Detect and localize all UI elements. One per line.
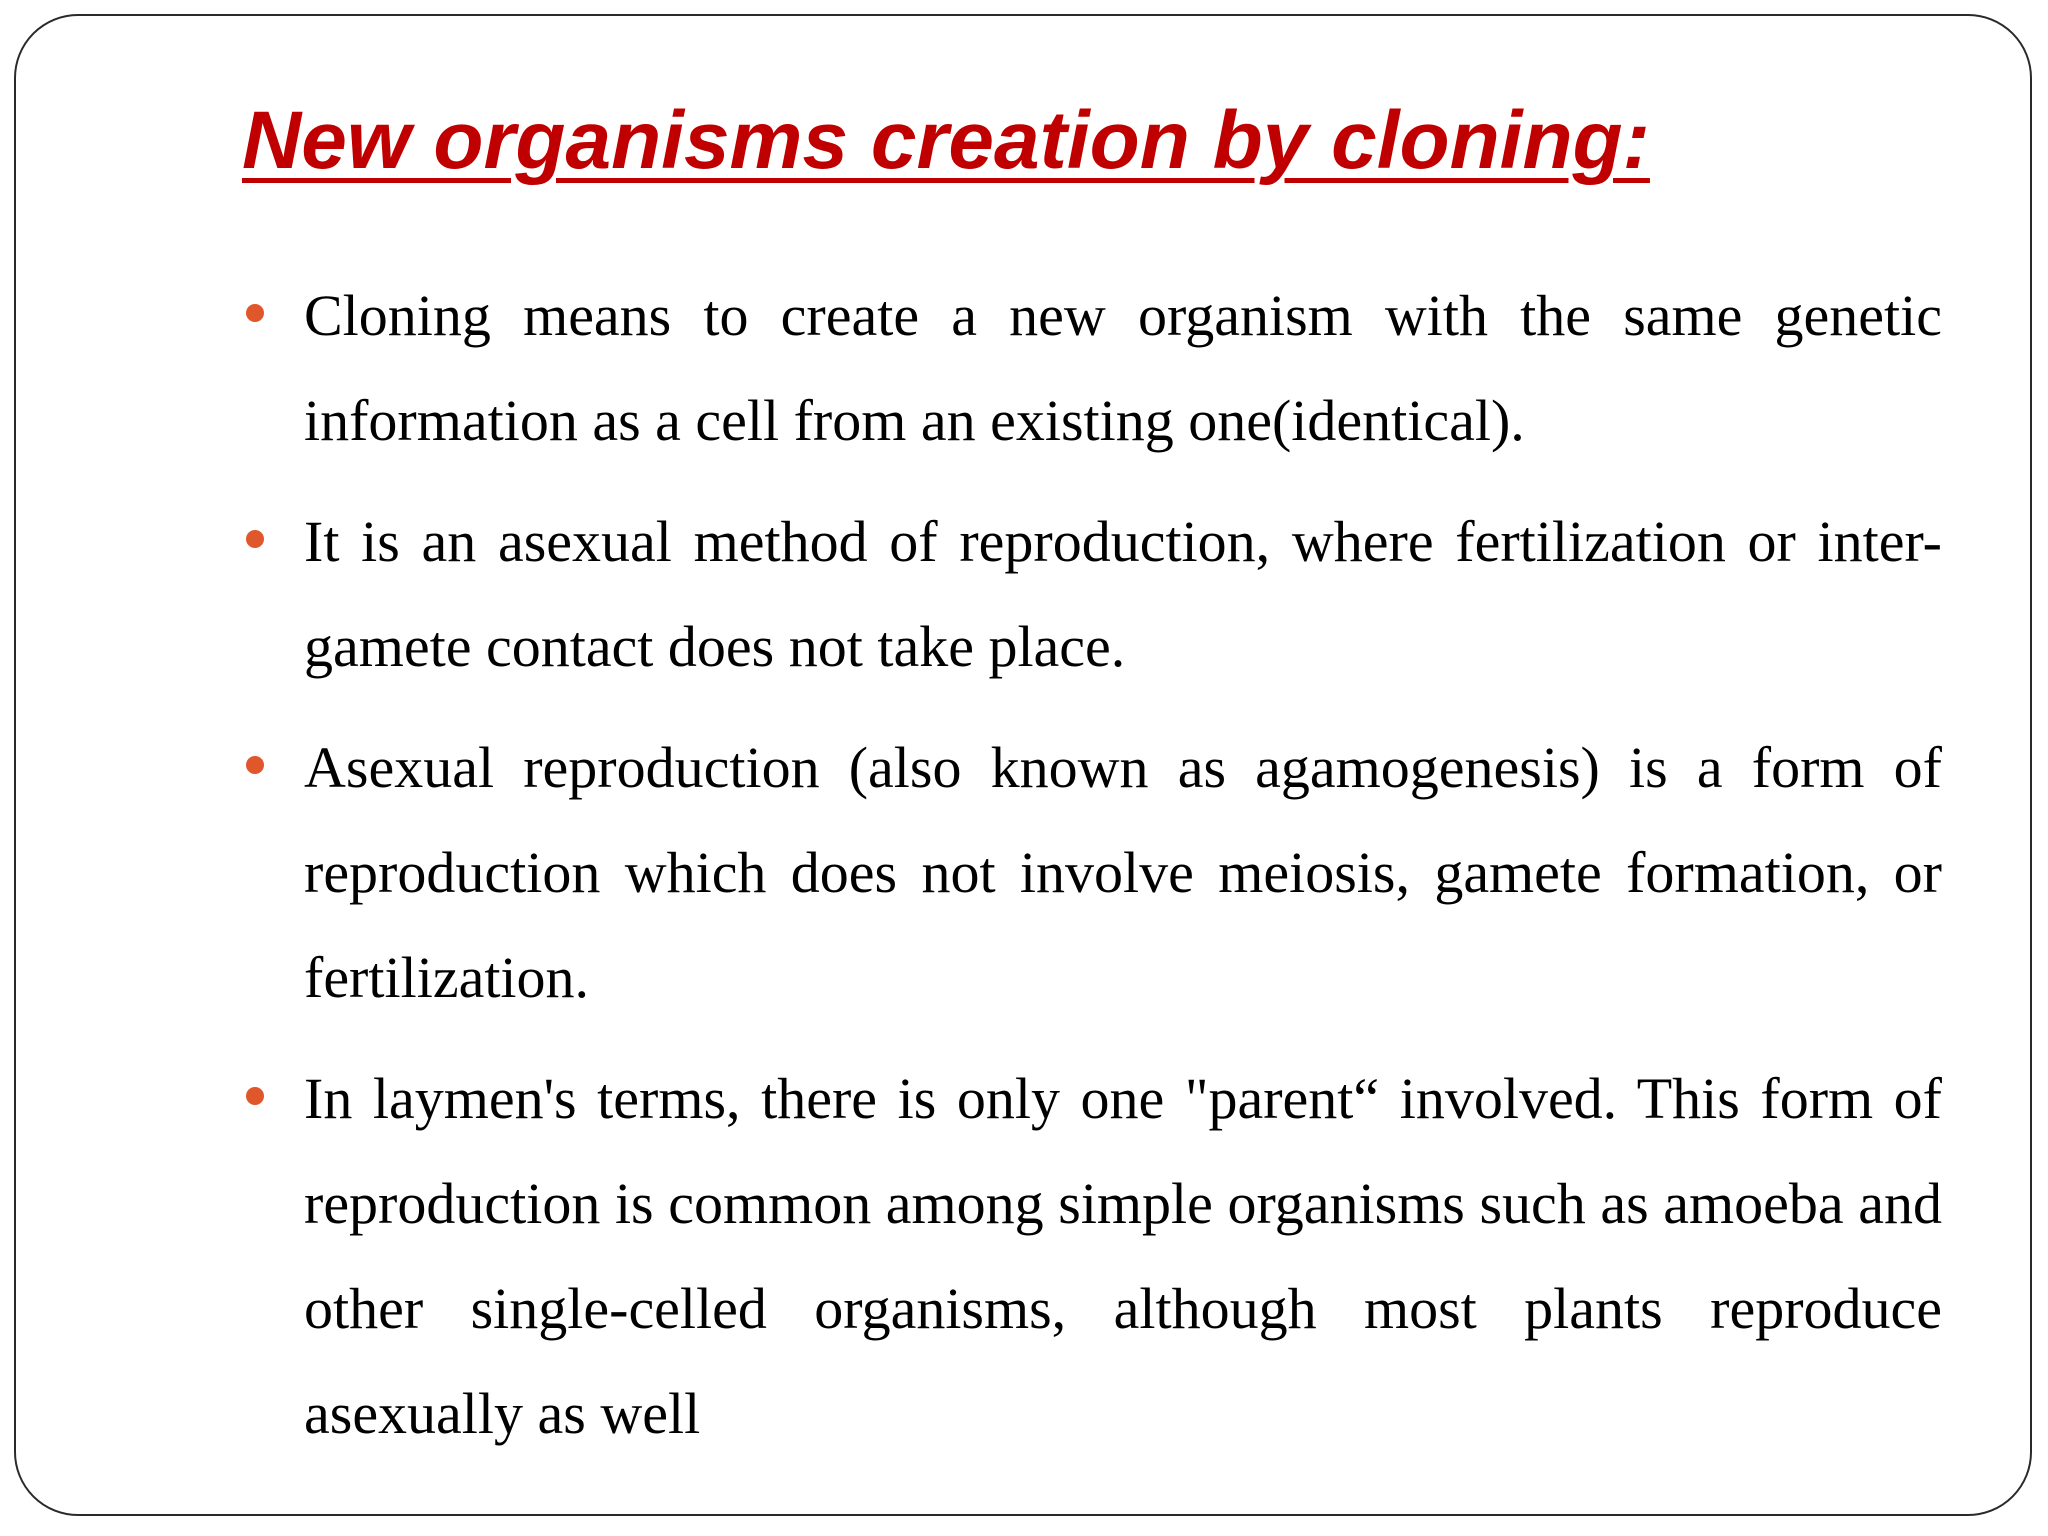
- bullet-dot-icon: [246, 756, 264, 774]
- slide-frame: [14, 14, 2032, 1516]
- bullet-item: [242, 489, 1942, 699]
- bullet-item: [242, 715, 1942, 1030]
- bullet-item: [242, 1046, 1942, 1466]
- bullet-item: [242, 263, 1942, 473]
- bullet-list: [242, 263, 1942, 1482]
- bullet-dot-icon: [246, 1087, 264, 1105]
- bullet-dot-icon: [246, 304, 264, 322]
- bullet-text: Asexual reproduction (also known as agamogenesis) is a form of reproduction which does not involve meiosis, gamete formation, or fertilization.: [304, 735, 1942, 1010]
- bullet-text: Cloning means to create a new organism with the same genetic information as a cell from an existing one(identical).: [304, 283, 1942, 453]
- bullet-text: In laymen's terms, there is only one "parent“ involved. This form of reproduction is common among simple organisms such as amoeba and other single-celled organisms, although most plants reproduce asexually as well: [304, 1066, 1942, 1446]
- slide-title: New organisms creation by cloning:: [242, 95, 1650, 186]
- bullet-text: It is an asexual method of reproduction, where fertilization or inter-gamete contact does not take place.: [304, 509, 1942, 679]
- bullet-dot-icon: [246, 530, 264, 548]
